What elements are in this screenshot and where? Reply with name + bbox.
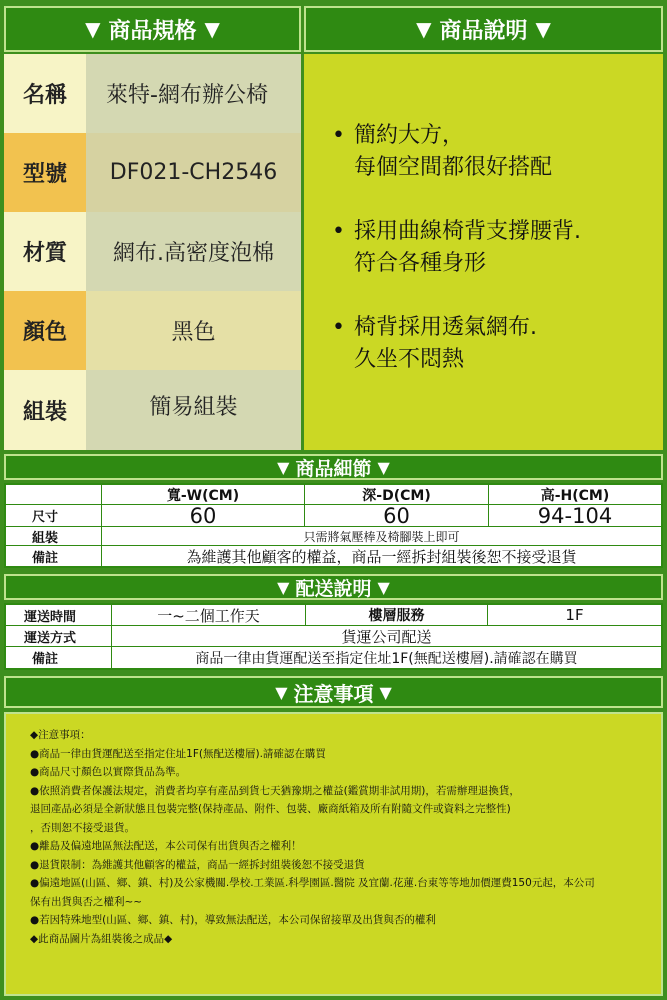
spec-value: 網布.高密度泡棉 — [86, 212, 301, 291]
description-item — [332, 216, 663, 280]
spec-row-assembly — [4, 370, 301, 450]
spec-value: 萊特-網布辦公椅 — [86, 54, 301, 133]
spec-label: 型號 — [4, 133, 86, 212]
size-label: 尺寸 — [6, 505, 102, 526]
description-line: 採用曲線椅背支撐腰背. — [354, 219, 581, 244]
description-line: 每個空間都很好搭配 — [354, 155, 553, 180]
notice-line: ●離島及偏遠地區無法配送，本公司保有出貨與否之權利！ — [30, 840, 302, 852]
notice-line: ◆此商品圖片為組裝後之成品◆ — [30, 932, 173, 945]
triangle-down-icon: ▼ — [416, 17, 432, 41]
shipping-table — [4, 603, 663, 670]
spec-header — [4, 6, 301, 52]
ship-time-value: 一~二個工作天 — [112, 605, 306, 625]
spec-header-title: 商品規格 — [108, 18, 197, 44]
ship-note-label: 備註 — [6, 647, 112, 668]
triangle-down-icon: ▼ — [277, 457, 290, 477]
table-row — [6, 527, 661, 546]
notice-line: ●若因特殊地型(山區、鄉、鎮、村)，導致無法配送，本公司保留接單及出貨與否的權利 — [30, 914, 436, 926]
notice-panel — [4, 712, 663, 996]
triangle-down-icon: ▼ — [379, 682, 392, 702]
floor-service-value: 1F — [565, 606, 584, 624]
description-line: 符合各種身形 — [354, 251, 487, 276]
notice-line: ●商品尺寸顏色以實際貨品為準。 — [30, 766, 187, 778]
ship-method-label: 運送方式 — [6, 626, 112, 646]
table-row — [6, 546, 661, 566]
depth-header: 深-D(CM) — [305, 485, 489, 504]
notice-line: ●偏遠地區(山區、鄉、鎮、村)及公家機關.學校.工業區.科學園區.醫院 及宜蘭.花蓮.台東等等地加價運費150元起，本公司 — [30, 877, 595, 889]
ship-method-value: 貨運公司配送 — [341, 627, 432, 646]
notice-header-title: 注意事項 — [293, 681, 374, 706]
table-row — [6, 485, 661, 505]
notice-line: ●商品一律由貨運配送至指定住址1F(無配送樓層).請確認在購買 — [30, 747, 326, 760]
notice-line: 保有出貨與否之權利~~ — [30, 895, 143, 908]
notice-header — [4, 676, 663, 708]
spec-label: 材質 — [4, 212, 86, 291]
notice-line: ，否則恕不接受退貨。 — [30, 821, 135, 834]
desc-header-title: 商品說明 — [439, 18, 528, 44]
table-row — [6, 626, 661, 647]
shipping-header-title: 配送說明 — [295, 577, 372, 600]
details-header-title: 商品細節 — [295, 457, 372, 480]
description-line: 椅背採用透氣網布. — [354, 315, 537, 340]
bullet-icon: • — [332, 315, 345, 340]
triangle-down-icon: ▼ — [85, 17, 101, 41]
ship-time-label: 運送時間 — [6, 605, 112, 625]
notice-line: ●退貨限制：為維護其他顧客的權益，商品一經拆封組裝後恕不接受退貨 — [30, 858, 365, 871]
description-line: 久坐不悶熱 — [354, 347, 465, 372]
table-cell — [6, 485, 102, 504]
description-item — [332, 312, 663, 376]
note-label: 備註 — [6, 546, 102, 566]
notice-line: ●依照消費者保護法規定，消費者均享有產品到貨七天猶豫期之權益(鑑賞期非試用期)，若需辦理退換貨， — [30, 784, 520, 797]
note-text: 為維護其他顧客的權益，商品一經拆封組裝後恕不接受退貨 — [186, 547, 577, 566]
spec-row-name — [4, 54, 301, 133]
triangle-down-icon: ▼ — [275, 682, 288, 702]
description-line: 簡約大方， — [354, 123, 465, 148]
details-table — [4, 483, 663, 568]
bullet-icon: • — [332, 219, 345, 244]
spec-value: 黑色 — [86, 291, 301, 370]
spec-row-material — [4, 212, 301, 291]
shipping-header — [4, 574, 663, 600]
spec-label: 顏色 — [4, 291, 86, 370]
bullet-icon: • — [332, 123, 345, 148]
desc-header — [304, 6, 663, 52]
spec-label: 組裝 — [4, 370, 86, 450]
spec-row-model — [4, 133, 301, 212]
height-value: 94-104 — [537, 503, 613, 528]
floor-service-label: 樓層服務 — [306, 605, 488, 625]
assembly-text: 只需將氣壓棒及椅腳裝上即可 — [303, 529, 460, 544]
assembly-label: 組裝 — [6, 527, 102, 545]
depth-value: 60 — [305, 505, 489, 526]
description-panel — [304, 54, 663, 450]
width-value: 60 — [102, 505, 305, 526]
width-header: 寬-W(CM) — [102, 485, 305, 504]
spec-row-color — [4, 291, 301, 370]
spec-value: DF021-CH2546 — [86, 133, 301, 212]
ship-note-text: 商品一律由貨運配送至指定住址1F(無配送樓層).請確認在購買 — [195, 650, 578, 667]
triangle-down-icon: ▼ — [535, 17, 551, 41]
triangle-down-icon: ▼ — [204, 17, 220, 41]
details-header — [4, 454, 663, 480]
notice-line: ◆注意事項： — [30, 729, 91, 741]
triangle-down-icon: ▼ — [377, 457, 390, 477]
notice-line: 退回產品必須是全新狀態且包裝完整(保持產品、附件、包裝、廠商紙箱及所有附隨文件或資料之完整性) — [30, 803, 511, 815]
spec-label: 名稱 — [4, 54, 86, 133]
description-item — [332, 120, 663, 184]
table-row — [6, 647, 661, 668]
table-row — [6, 505, 661, 527]
height-header: 高-H(CM) — [489, 485, 661, 504]
triangle-down-icon: ▼ — [277, 577, 290, 597]
table-row — [6, 605, 661, 626]
spec-table — [4, 54, 301, 450]
spec-value: 簡易組裝 — [86, 370, 301, 450]
triangle-down-icon: ▼ — [377, 577, 390, 597]
